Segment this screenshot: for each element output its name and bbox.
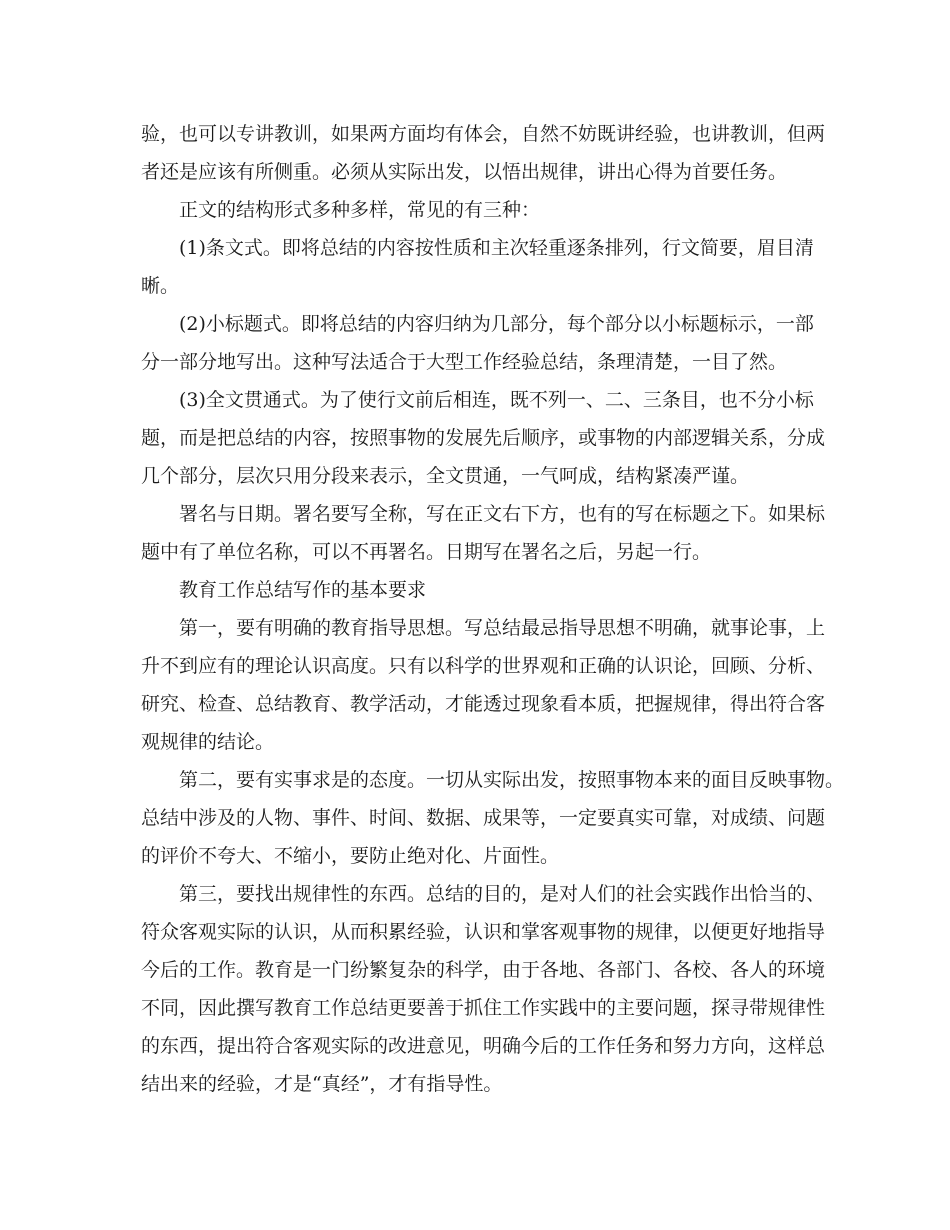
text-line: 观规律的结论。 xyxy=(141,731,275,753)
text-line: 结出来的经验，才是“真经”，才有指导性。 xyxy=(141,1073,503,1095)
text-line: (2)小标题式。即将总结的内容归纳为几部分，每个部分以小标题标示，一部 xyxy=(179,313,814,335)
text-line: 第三，要找出规律性的东西。总结的目的，是对人们的社会实践作出恰当的、 xyxy=(179,883,826,905)
text-line: 的评价不夸大、不缩小，要防止绝对化、片面性。 xyxy=(141,845,560,867)
text-line: (1)条文式。即将总结的内容按性质和主次轻重逐条排列，行文简要，眉目清 xyxy=(179,237,814,259)
text-line: 升不到应有的理论认识高度。只有以科学的世界观和正确的认识论，回顾、分析、 xyxy=(141,655,826,677)
text-line: 不同，因此撰写教育工作总结更要善于抓住工作实践中的主要问题，探寻带规律性 xyxy=(141,997,826,1019)
document-body xyxy=(141,115,845,1103)
text-line: 验，也可以专讲教训，如果两方面均有体会，自然不妨既讲经验，也讲教训，但两 xyxy=(141,123,826,145)
text-line: 的东西，提出符合客观实际的改进意见，明确今后的工作任务和努力方向，这样总 xyxy=(141,1035,826,1057)
text-line: 今后的工作。教育是一门纷繁复杂的科学，由于各地、各部门、各校、各人的环境 xyxy=(141,959,826,981)
text-line: 几个部分，层次只用分段来表示，全文贯通，一气呵成，结构紧凑严谨。 xyxy=(141,465,750,487)
text-line: 第一，要有明确的教育指导思想。写总结最忌指导思想不明确，就事论事，上 xyxy=(179,617,826,639)
text-line: 研究、检查、总结教育、教学活动，才能透过现象看本质，把握规律，得出符合客 xyxy=(141,693,826,715)
section-heading: 教育工作总结写作的基本要求 xyxy=(179,579,427,601)
text-line: 总结中涉及的人物、事件、时间、数据、成果等，一定要真实可靠，对成绩、问题 xyxy=(141,807,826,829)
text-line: 题中有了单位名称，可以不再署名。日期写在署名之后，另起一行。 xyxy=(141,541,712,563)
text-line: 分一部分地写出。这种写法适合于大型工作经验总结，条理清楚，一目了然。 xyxy=(141,351,788,373)
text-line: 符众客观实际的认识，从而积累经验，认识和掌客观事物的规律，以便更好地指导 xyxy=(141,921,826,943)
text-line: 者还是应该有所侧重。必须从实际出发，以悟出规律，讲出心得为首要任务。 xyxy=(141,161,788,183)
text-line: 署名与日期。署名要写全称，写在正文右下方，也有的写在标题之下。如果标 xyxy=(179,503,826,525)
text-line: 第二，要有实事求是的态度。一切从实际出发，按照事物本来的面目反映事物。 xyxy=(179,769,845,791)
text-line: 题，而是把总结的内容，按照事物的发展先后顺序，或事物的内部逻辑关系，分成 xyxy=(141,427,826,449)
text-line: 晰。 xyxy=(141,275,180,297)
text-line: 正文的结构形式多种多样，常见的有三种： xyxy=(179,199,541,221)
text-line: (3)全文贯通式。为了使行文前后相连，既不列一、二、三条目，也不分小标 xyxy=(179,389,814,411)
